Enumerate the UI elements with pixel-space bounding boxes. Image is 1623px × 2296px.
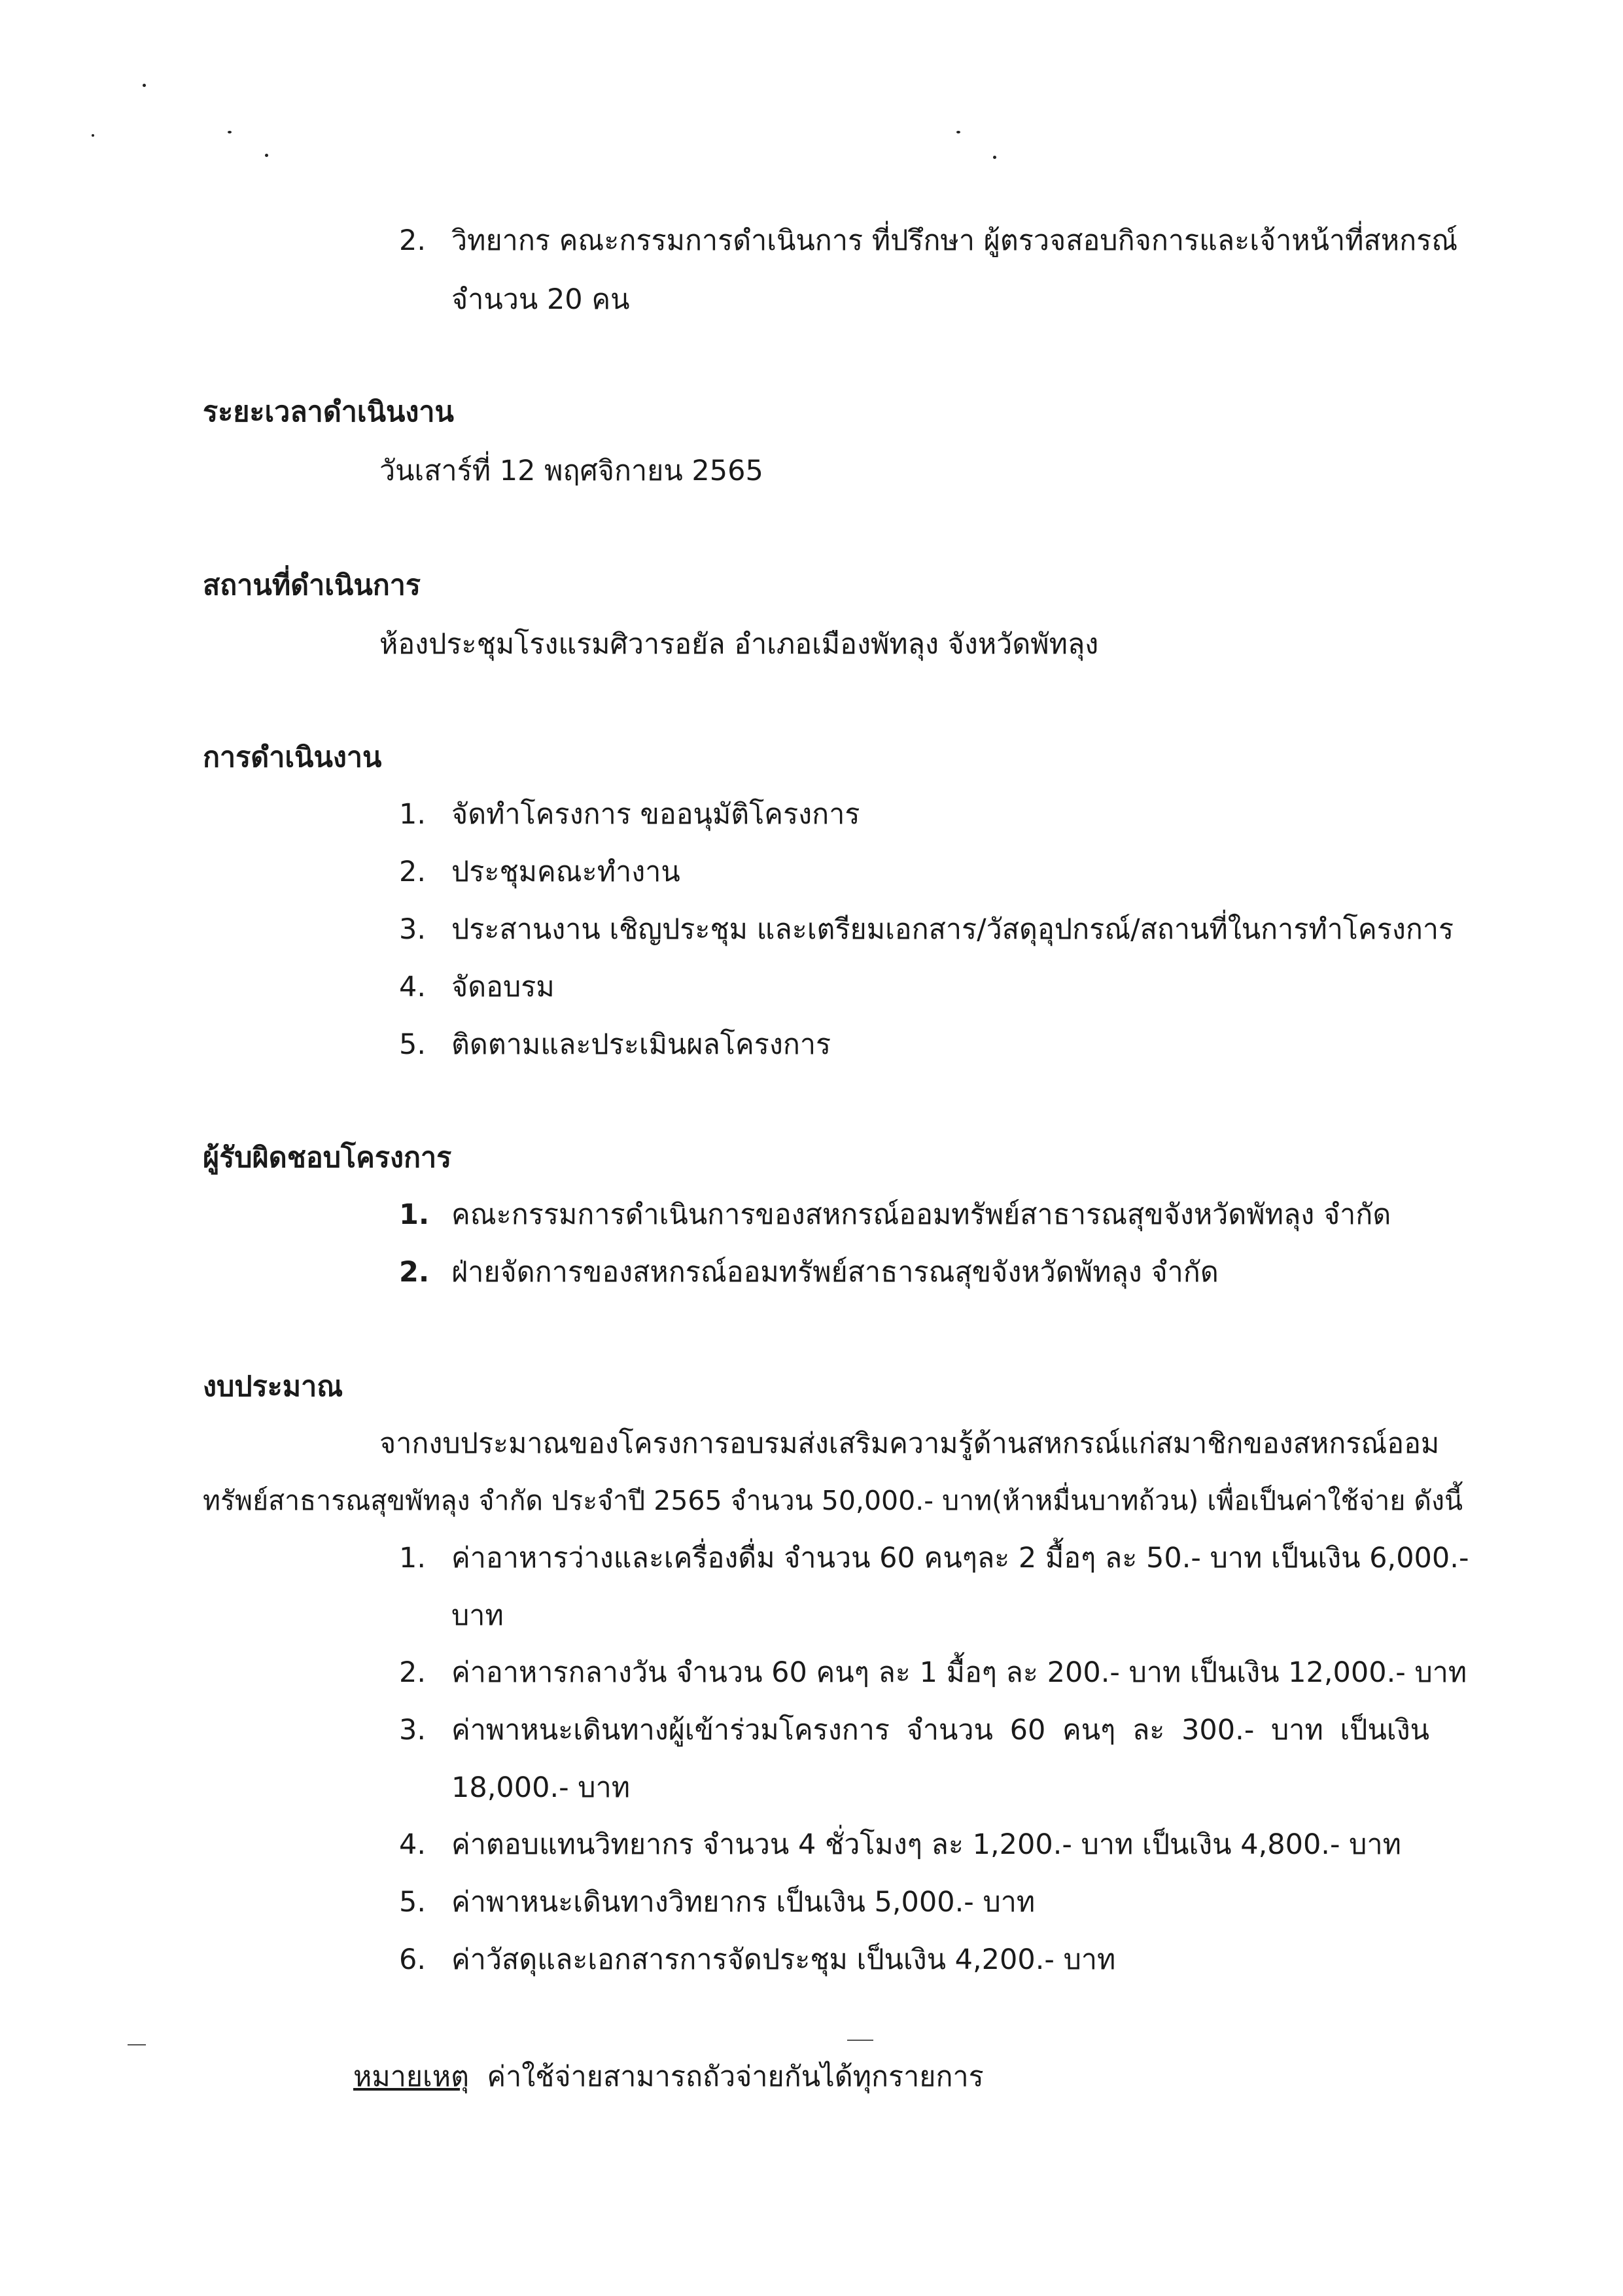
budget-item-3-part: ละ: [1132, 1714, 1165, 1747]
list-number: 5.: [399, 1028, 427, 1061]
scan-speck: [143, 84, 146, 87]
responsible-item: [399, 1253, 1219, 1292]
scan-mark: [847, 2040, 873, 2041]
budget-item-3-justified: [451, 1711, 1429, 1750]
responsible-item: [399, 1195, 1391, 1234]
list-number: 1.: [399, 798, 427, 831]
operation-item: [399, 910, 1454, 949]
budget-item-text: ค่าอาหารว่างและเครื่องดื่ม จำนวน 60 คนๆละ 2 มื้อๆ ละ 50.- บาท เป็นเงิน 6,000.-: [451, 1542, 1469, 1574]
budget-intro-right: ของสหกรณ์ออม: [1243, 1427, 1440, 1460]
budget-item: [399, 1539, 1469, 1578]
operation-item-text: จัดอบรม: [451, 971, 555, 1003]
budget-item-3-part: ค่าพาหนะเดินทางผู้เข้าร่วมโครงการ: [451, 1714, 890, 1747]
budget-heading: งบประมาณ: [203, 1370, 343, 1403]
note-text: ค่าใช้จ่ายสามารถถัวจ่ายกันได้ทุกรายการ: [487, 2061, 984, 2093]
budget-item-3-part: บาท: [1271, 1714, 1323, 1747]
scan-mark: [128, 2044, 146, 2045]
list-number: 2.: [399, 224, 427, 257]
operation-item-text: ประชุมคณะทำงาน: [451, 856, 680, 888]
list-number: 6.: [399, 1943, 427, 1976]
budget-item: [399, 1883, 1035, 1922]
operation-item: [399, 1025, 831, 1064]
list-number: 1.: [399, 1198, 430, 1231]
scan-speck: [228, 131, 232, 133]
list-number: 5.: [399, 1886, 427, 1919]
scan-speck: [956, 131, 960, 133]
participants-item: [399, 221, 1457, 260]
budget-intro-left: จากงบประมาณของโครงการอบรมส่งเสริมความรู้ด้านสหกรณ์แก่สมาชิก: [379, 1427, 1244, 1460]
budget-item-continuation: บาท: [451, 1599, 504, 1632]
budget-item-3-part: 300.-: [1181, 1714, 1255, 1747]
duration-text: วันเสาร์ที่ 12 พฤศจิกายน 2565: [379, 455, 763, 487]
budget-item: [399, 1940, 1115, 1979]
budget-item-continuation: 18,000.- บาท: [451, 1771, 631, 1804]
budget-item-3-part: จำนวน: [906, 1714, 993, 1747]
responsible-heading: ผู้รับผิดชอบโครงการ: [203, 1141, 452, 1174]
budget-intro-line2: ทรัพย์สาธารณสุขพัทลุง จำกัด ประจำปี 2565 จำนวน 50,000.- บาท(ห้าหมื่นบาทถ้วน) เพื่อเป็นค่าใช้จ่าย ดังนี้: [203, 1485, 1463, 1516]
scan-speck: [92, 134, 94, 137]
budget-item-text: ค่าอาหารกลางวัน จำนวน 60 คนๆ ละ 1 มื้อๆ ละ 200.- บาท เป็นเงิน 12,000.- บาท: [451, 1656, 1467, 1689]
budget-item-text: ค่าพาหนะเดินทางวิทยากร เป็นเงิน 5,000.- บาท: [451, 1886, 1036, 1919]
budget-item: [399, 1711, 451, 1750]
budget-intro-line1: [379, 1424, 1440, 1463]
list-number: 2.: [399, 1256, 430, 1289]
budget-item-3-part: 60: [1009, 1714, 1046, 1747]
budget-item: [399, 1653, 1467, 1692]
budget-item: [399, 1825, 1401, 1864]
operation-item-text: ประสานงาน เชิญประชุม และเตรียมเอกสาร/วัสดุอุปกรณ์/สถานที่ในการทำโครงการ: [451, 913, 1454, 946]
venue-text: ห้องประชุมโรงแรมศิวารอยัล อำเภอเมืองพัทลุง จังหวัดพัทลุง: [379, 628, 1099, 661]
operation-item: [399, 967, 555, 1007]
scan-speck: [265, 154, 268, 157]
list-number: 2.: [399, 856, 427, 888]
operation-heading: การดำเนินงาน: [203, 741, 382, 774]
participants-text-line1: วิทยากร คณะกรรมการดำเนินการ ที่ปรึกษา ผู้ตรวจสอบกิจการและเจ้าหน้าที่สหกรณ์: [451, 224, 1458, 257]
participants-text-line2: จำนวน 20 คน: [451, 283, 630, 316]
budget-item-3-part: คนๆ: [1062, 1714, 1116, 1747]
operation-item: [399, 795, 860, 834]
budget-item-text: ค่าวัสดุและเอกสารการจัดประชุม เป็นเงิน 4,200.- บาท: [451, 1943, 1116, 1976]
operation-item-text: ติดตามและประเมินผลโครงการ: [451, 1028, 831, 1061]
list-number: 4.: [399, 1828, 427, 1861]
list-number: 4.: [399, 971, 427, 1003]
list-number: 3.: [399, 1714, 427, 1747]
venue-heading: สถานที่ดำเนินการ: [203, 569, 421, 602]
list-number: 1.: [399, 1542, 427, 1574]
note-label: หมายเหตุ: [353, 2061, 469, 2093]
duration-heading: ระยะเวลาดำเนินงาน: [203, 396, 454, 428]
list-number: 3.: [399, 913, 427, 946]
scan-speck: [993, 156, 996, 159]
budget-item-3-part: เป็นเงิน: [1340, 1714, 1429, 1747]
responsible-item-text: ฝ่ายจัดการของสหกรณ์ออมทรัพย์สาธารณสุขจังหวัดพัทลุง จำกัด: [451, 1256, 1219, 1289]
operation-item-text: จัดทำโครงการ ขออนุมัติโครงการ: [451, 798, 860, 831]
list-number: 2.: [399, 1656, 427, 1689]
responsible-item-text: คณะกรรมการดำเนินการของสหกรณ์ออมทรัพย์สาธารณสุขจังหวัดพัทลุง จำกัด: [451, 1198, 1391, 1231]
note: [353, 2057, 984, 2096]
budget-item-text: ค่าตอบแทนวิทยากร จำนวน 4 ชั่วโมงๆ ละ 1,200.- บาท เป็นเงิน 4,800.- บาท: [451, 1828, 1401, 1861]
operation-item: [399, 852, 680, 892]
